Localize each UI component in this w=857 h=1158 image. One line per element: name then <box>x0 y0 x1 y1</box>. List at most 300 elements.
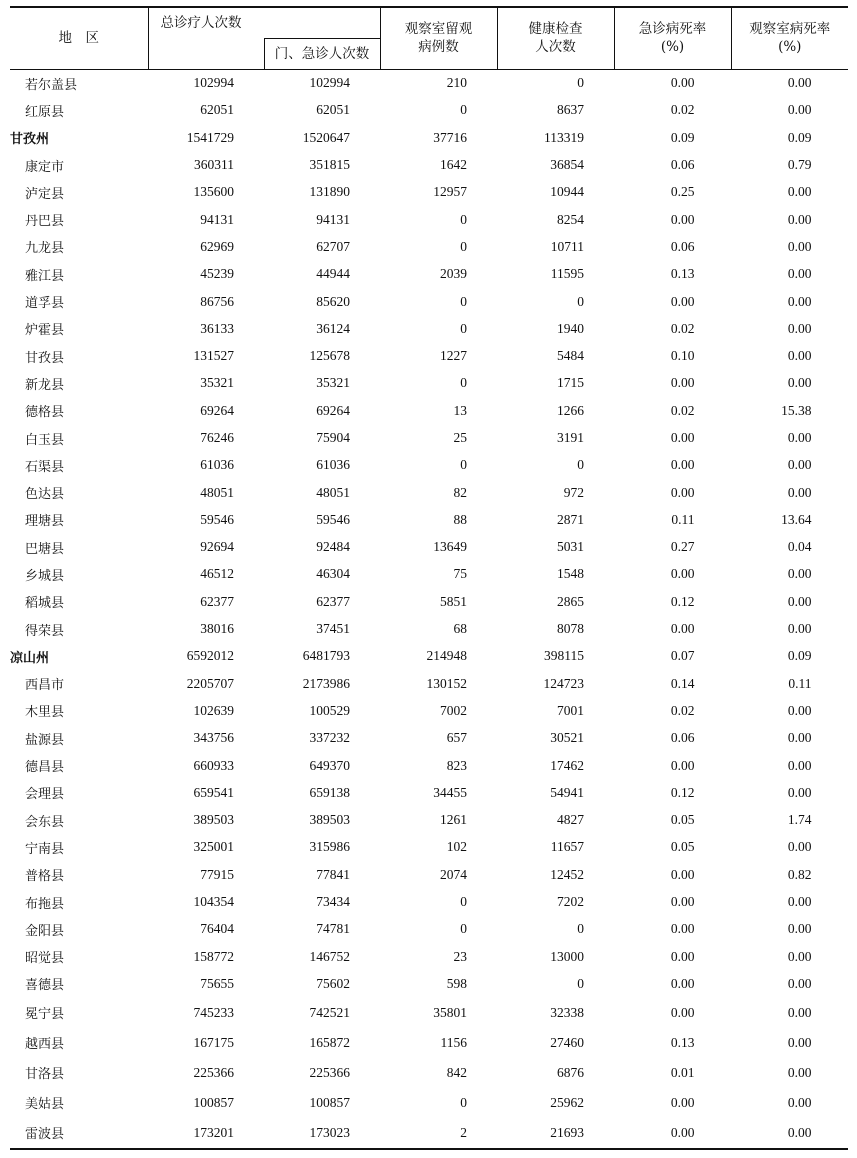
outpatient-cell: 173023 <box>264 1118 380 1149</box>
er-mortality-cell <box>614 861 731 888</box>
observation-cases-cell: 130152 <box>426 675 467 691</box>
region-cell: 新龙县 <box>25 377 65 393</box>
region-cell: 乡城县 <box>25 568 65 584</box>
header-spacer <box>148 38 264 69</box>
health-checks-cell: 21693 <box>497 1118 614 1149</box>
observation-mortality-cell-value: 0.00 <box>787 894 812 910</box>
health-checks-cell: 8078 <box>557 621 584 637</box>
table-row <box>10 779 848 806</box>
header-health-line1: 健康检查 <box>528 21 583 38</box>
region-cell: 美姑县 <box>25 1097 65 1113</box>
observation-mortality-cell-value: 0.00 <box>787 320 812 336</box>
observation-mortality-cell-value: 0.04 <box>787 539 812 555</box>
er-mortality-cell-value: 0.00 <box>670 375 695 391</box>
total-visits-cell: 76404 <box>200 921 234 937</box>
total-visits-cell: 94131 <box>200 211 234 227</box>
outpatient-cell: 61036 <box>316 457 350 473</box>
table-row <box>10 561 848 588</box>
table-row <box>10 1028 848 1058</box>
health-checks-cell: 12452 <box>550 866 584 882</box>
table-row <box>10 970 848 997</box>
er-mortality-cell-value: 0.13 <box>670 1034 695 1050</box>
region-cell: 雅江县 <box>25 268 65 284</box>
er-mortality-cell-value: 0.27 <box>670 539 695 555</box>
er-mortality-cell <box>614 479 731 506</box>
health-checks-cell: 10711 <box>550 238 584 254</box>
region-cell: 越西县 <box>25 1037 65 1053</box>
total-visits-cell: 158772 <box>193 948 234 964</box>
er-mortality-cell-value: 0.00 <box>670 566 695 582</box>
observation-mortality-cell-value: 0.00 <box>787 293 812 309</box>
observation-cases-cell: 23 <box>453 948 467 964</box>
outpatient-cell: 48051 <box>316 484 350 500</box>
observation-mortality-cell <box>731 452 848 479</box>
header-health-line2: 人次数 <box>535 39 576 56</box>
total-visits-cell: 225366 <box>193 1064 234 1080</box>
table-row <box>10 1118 848 1149</box>
er-mortality-cell-value: 0.00 <box>670 430 695 445</box>
observation-mortality-cell-value: 0.00 <box>787 921 812 937</box>
er-mortality-cell-value: 0.06 <box>670 730 695 746</box>
observation-mortality-cell-value: 0.00 <box>787 1124 812 1140</box>
observation-cases-cell: 2074 <box>440 866 467 882</box>
table-row <box>10 998 848 1028</box>
er-mortality-cell-value: 0.00 <box>670 211 695 227</box>
region-cell: 道孚县 <box>25 296 65 312</box>
total-visits-cell: 173201 <box>148 1118 264 1149</box>
outpatient-cell: 125678 <box>309 348 350 364</box>
observation-cases-cell: 0 <box>460 375 467 391</box>
health-checks-cell: 10944 <box>550 184 584 200</box>
observation-mortality-cell-value: 0.00 <box>787 566 812 582</box>
observation-mortality-cell <box>731 916 848 943</box>
observation-mortality-cell <box>731 615 848 642</box>
outpatient-cell: 85620 <box>316 293 350 309</box>
observation-mortality-cell-value: 0.00 <box>787 430 812 445</box>
table-row <box>10 1088 848 1118</box>
observation-mortality-cell-value: 0.00 <box>787 1064 812 1080</box>
total-visits-cell: 61036 <box>200 457 234 473</box>
er-mortality-cell <box>614 206 731 233</box>
health-checks-cell: 1940 <box>557 320 584 336</box>
total-visits-cell: 100857 <box>193 1094 234 1110</box>
observation-cases-cell: 0 <box>460 1094 467 1110</box>
er-mortality-cell <box>614 779 731 806</box>
observation-mortality-cell <box>731 233 848 260</box>
header-observation-line2: 病例数 <box>418 39 459 56</box>
observation-cases-cell: 88 <box>453 511 467 527</box>
health-checks-cell: 11657 <box>550 839 584 855</box>
observation-mortality-cell-value: 0.00 <box>787 1094 812 1110</box>
er-mortality-cell-value: 0.02 <box>670 320 695 336</box>
observation-mortality-cell <box>731 588 848 615</box>
region-cell: 若尔盖县 <box>25 77 78 93</box>
health-checks-cell: 7001 <box>557 702 584 718</box>
er-mortality-cell-value: 0.01 <box>670 1064 695 1080</box>
outpatient-cell: 69264 <box>316 402 350 418</box>
observation-mortality-cell <box>731 970 848 997</box>
header-emergency-mortality <box>614 7 731 69</box>
outpatient-cell: 1520647 <box>302 129 350 145</box>
outpatient-cell: 92484 <box>316 539 350 555</box>
total-visits-cell: 135600 <box>193 184 234 200</box>
observation-mortality-cell-value: 0.00 <box>787 484 812 500</box>
health-checks-cell: 5031 <box>557 539 584 555</box>
er-mortality-cell-value: 0.09 <box>670 129 695 145</box>
observation-cases-cell: 68 <box>453 621 467 637</box>
table-row <box>10 834 848 861</box>
region-cell: 雷波县 <box>10 1118 148 1149</box>
outpatient-cell: 742521 <box>309 1004 350 1020</box>
health-checks-cell: 11595 <box>550 266 584 282</box>
er-mortality-cell-value: 0.00 <box>670 866 695 882</box>
er-mortality-cell-value: 0.10 <box>670 348 695 364</box>
total-visits-cell: 45239 <box>200 266 234 282</box>
total-visits-cell: 167175 <box>193 1034 234 1050</box>
region-cell: 喜德县 <box>25 978 65 994</box>
total-visits-cell: 104354 <box>193 894 234 910</box>
table-row <box>10 288 848 315</box>
er-mortality-cell-value: 0.00 <box>670 1004 695 1020</box>
observation-cases-cell: 210 <box>446 75 467 91</box>
observation-mortality-cell-value: 0.00 <box>787 102 812 118</box>
observation-mortality-cell-value: 0.00 <box>787 593 812 609</box>
header-health-checks <box>497 7 614 69</box>
observation-cases-cell: 0 <box>460 293 467 309</box>
observation-mortality-cell-value: 0.09 <box>787 129 812 145</box>
observation-mortality-cell <box>731 807 848 834</box>
outpatient-cell: 75602 <box>316 975 350 991</box>
region-cell: 甘孜县 <box>25 350 65 366</box>
observation-mortality-cell-value: 0.09 <box>787 648 812 664</box>
observation-mortality-cell <box>731 97 848 124</box>
table-row <box>10 151 848 178</box>
er-mortality-cell <box>614 970 731 997</box>
total-visits-cell: 86756 <box>200 293 234 309</box>
observation-mortality-cell <box>731 1118 848 1149</box>
observation-mortality-cell-value: 0.00 <box>787 211 812 227</box>
er-mortality-cell <box>614 697 731 724</box>
outpatient-cell: 62377 <box>316 593 350 609</box>
observation-mortality-cell <box>731 506 848 533</box>
er-mortality-cell <box>614 725 731 752</box>
observation-mortality-cell <box>731 370 848 397</box>
er-mortality-cell-value: 0.00 <box>670 293 695 309</box>
observation-mortality-cell-value: 0.00 <box>787 948 812 964</box>
region-cell: 甘孜州 <box>10 132 50 148</box>
table-row <box>10 725 848 752</box>
total-visits-cell: 131527 <box>193 348 234 364</box>
observation-cases-cell: 5851 <box>440 593 467 609</box>
health-checks-cell: 124723 <box>543 675 584 691</box>
health-checks-cell: 30521 <box>550 730 584 746</box>
total-visits-cell: 660933 <box>193 757 234 773</box>
observation-mortality-cell <box>731 643 848 670</box>
outpatient-cell: 649370 <box>309 757 350 773</box>
header-observation-line1: 观察室留观 <box>404 21 473 38</box>
region-cell: 德昌县 <box>25 760 65 776</box>
table-row <box>10 861 848 888</box>
er-mortality-cell-value: 0.25 <box>670 184 695 200</box>
observation-mortality-cell <box>731 861 848 888</box>
total-visits-cell: 38016 <box>200 621 234 637</box>
outpatient-cell: 94131 <box>316 211 350 227</box>
region-cell: 白玉县 <box>25 432 65 448</box>
observation-cases-cell: 0 <box>460 921 467 937</box>
observation-cases-cell: 75 <box>453 566 467 582</box>
outpatient-cell: 44944 <box>316 266 350 282</box>
observation-mortality-cell <box>731 834 848 861</box>
er-mortality-cell-value: 0.00 <box>670 1094 695 1110</box>
er-mortality-cell <box>614 179 731 206</box>
table-row <box>10 179 848 206</box>
table-body <box>10 69 848 1149</box>
er-mortality-cell-value: 0.00 <box>670 484 695 500</box>
er-mortality-cell <box>614 643 731 670</box>
total-visits-cell: 59546 <box>200 511 234 527</box>
region-cell: 西昌市 <box>25 678 65 694</box>
observation-cases-cell: 0 <box>460 457 467 473</box>
header-obs-rate-line2: (%) <box>778 39 802 56</box>
er-mortality-cell-value: 0.00 <box>670 975 695 991</box>
er-mortality-cell-value: 0.06 <box>670 157 695 173</box>
total-visits-cell: 1541729 <box>186 129 234 145</box>
region-cell: 理塘县 <box>25 514 65 530</box>
observation-mortality-cell <box>731 315 848 342</box>
er-mortality-cell <box>614 151 731 178</box>
health-checks-cell: 36854 <box>550 157 584 173</box>
observation-mortality-cell-value: 0.00 <box>787 784 812 800</box>
table-row <box>10 397 848 424</box>
total-visits-cell: 69264 <box>200 402 234 418</box>
prefecture-row <box>10 124 848 151</box>
header-er-rate-line2: (%) <box>660 39 685 56</box>
header-obs-rate-line1: 观察室病死率 <box>749 21 831 38</box>
health-checks-cell: 17462 <box>550 757 584 773</box>
er-mortality-cell <box>614 452 731 479</box>
er-mortality-cell <box>614 998 731 1028</box>
total-visits-cell: 6592012 <box>186 648 234 664</box>
total-visits-cell: 325001 <box>193 839 234 855</box>
observation-mortality-cell-value: 0.00 <box>787 238 812 254</box>
observation-mortality-cell <box>731 206 848 233</box>
er-mortality-cell <box>614 615 731 642</box>
table-row <box>10 752 848 779</box>
er-mortality-cell <box>614 1028 731 1058</box>
health-statistics-table <box>10 6 848 1150</box>
health-checks-cell: 8254 <box>557 211 584 227</box>
outpatient-cell: 74781 <box>316 921 350 937</box>
observation-cases-cell: 35801 <box>433 1004 467 1020</box>
observation-mortality-cell <box>731 1058 848 1088</box>
health-checks-cell: 1548 <box>557 566 584 582</box>
er-mortality-cell-value: 0.12 <box>670 593 695 609</box>
outpatient-cell: 2173986 <box>302 675 350 691</box>
er-mortality-cell-value: 0.05 <box>670 839 695 855</box>
total-visits-cell: 76246 <box>200 430 234 445</box>
er-mortality-cell-value: 0.00 <box>670 75 695 91</box>
table-header <box>10 7 848 69</box>
health-checks-cell: 0 <box>577 921 584 937</box>
region-cell: 凉山州 <box>10 650 50 666</box>
observation-mortality-cell-value: 0.00 <box>787 457 812 473</box>
table-row <box>10 315 848 342</box>
observation-cases-cell: 13649 <box>433 539 467 555</box>
er-mortality-cell-value: 0.06 <box>670 238 695 254</box>
observation-mortality-cell-value: 0.00 <box>787 975 812 991</box>
observation-mortality-cell <box>731 561 848 588</box>
total-visits-cell: 102639 <box>193 702 234 718</box>
observation-mortality-cell <box>731 1028 848 1058</box>
observation-cases-cell: 13 <box>453 402 467 418</box>
table-row <box>10 69 848 97</box>
observation-mortality-cell-value: 0.00 <box>787 702 812 718</box>
observation-cases-cell: 0 <box>460 320 467 336</box>
observation-mortality-cell <box>731 261 848 288</box>
observation-mortality-cell-value: 0.00 <box>787 184 812 200</box>
outpatient-cell: 225366 <box>309 1064 350 1080</box>
er-mortality-cell <box>614 834 731 861</box>
outpatient-cell: 100529 <box>309 702 350 718</box>
observation-mortality-cell-value: 0.00 <box>787 730 812 746</box>
observation-mortality-cell <box>731 1088 848 1118</box>
er-mortality-cell <box>614 1118 731 1149</box>
er-mortality-cell <box>614 807 731 834</box>
observation-cases-cell: 657 <box>446 730 467 746</box>
table-row <box>10 916 848 943</box>
total-visits-cell: 46512 <box>200 566 234 582</box>
observation-cases-cell: 37716 <box>433 129 467 145</box>
table-row <box>10 233 848 260</box>
table-row <box>10 206 848 233</box>
observation-mortality-cell <box>731 69 848 97</box>
header-outpatient-emergency: 门、急诊人次数 <box>264 38 380 69</box>
region-cell: 九龙县 <box>25 241 65 257</box>
er-mortality-cell <box>614 342 731 369</box>
total-visits-cell: 77915 <box>200 866 234 882</box>
header-er-rate-line1: 急诊病死率 <box>638 21 707 38</box>
region-cell: 普格县 <box>25 869 65 885</box>
table-row <box>10 506 848 533</box>
health-checks-cell: 398115 <box>544 648 584 664</box>
observation-mortality-cell-value: 0.00 <box>787 1034 812 1050</box>
total-visits-cell: 62377 <box>200 593 234 609</box>
observation-mortality-cell <box>731 697 848 724</box>
er-mortality-cell <box>614 561 731 588</box>
health-checks-cell: 0 <box>577 75 584 91</box>
table-row <box>10 342 848 369</box>
outpatient-cell: 146752 <box>309 948 350 964</box>
observation-mortality-cell <box>731 534 848 561</box>
health-checks-cell: 113319 <box>544 129 584 145</box>
health-checks-cell: 13000 <box>550 948 584 964</box>
er-mortality-cell-value: 0.02 <box>670 702 695 718</box>
health-checks-cell: 5484 <box>557 348 584 364</box>
er-mortality-cell <box>614 670 731 697</box>
outpatient-cell: 73434 <box>316 894 350 910</box>
observation-cases-cell: 25 <box>453 430 467 445</box>
er-mortality-cell-value: 0.11 <box>671 511 695 527</box>
table-row <box>10 888 848 915</box>
er-mortality-cell <box>614 233 731 260</box>
er-mortality-cell <box>614 424 731 451</box>
er-mortality-cell <box>614 1058 731 1088</box>
outpatient-cell: 6481793 <box>302 648 350 664</box>
er-mortality-cell <box>614 370 731 397</box>
outpatient-cell: 100857 <box>309 1094 350 1110</box>
er-mortality-cell <box>614 261 731 288</box>
outpatient-cell: 337232 <box>309 730 350 746</box>
total-visits-cell: 389503 <box>193 812 234 828</box>
observation-mortality-cell <box>731 888 848 915</box>
health-checks-cell: 1715 <box>557 375 584 391</box>
outpatient-cell: 659138 <box>309 784 350 800</box>
outpatient-cell: 165872 <box>309 1034 350 1050</box>
outpatient-cell: 37451 <box>316 621 350 637</box>
observation-mortality-cell <box>731 424 848 451</box>
observation-mortality-cell-value: 0.00 <box>787 1004 812 1020</box>
header-region: 地 区 <box>10 7 148 69</box>
table-row <box>10 943 848 970</box>
observation-cases-cell: 1227 <box>440 348 467 364</box>
region-cell: 色达县 <box>25 487 65 503</box>
er-mortality-cell-value: 0.12 <box>670 784 695 800</box>
er-mortality-cell-value: 0.00 <box>670 921 695 937</box>
table-row <box>10 615 848 642</box>
region-cell: 德格县 <box>25 405 65 421</box>
health-checks-cell: 972 <box>563 484 584 500</box>
er-mortality-cell-value: 0.14 <box>670 675 695 691</box>
region-cell: 金阳县 <box>25 923 65 939</box>
health-checks-cell: 6876 <box>557 1064 584 1080</box>
observation-mortality-cell-value: 0.82 <box>787 866 812 882</box>
observation-mortality-cell-value: 0.00 <box>787 266 812 282</box>
er-mortality-cell <box>614 397 731 424</box>
table-row <box>10 370 848 397</box>
observation-mortality-cell <box>731 479 848 506</box>
er-mortality-cell <box>614 534 731 561</box>
er-mortality-cell <box>614 1088 731 1118</box>
observation-cases-cell: 82 <box>453 484 467 500</box>
outpatient-cell: 351815 <box>309 157 350 173</box>
observation-cases-cell: 842 <box>446 1064 467 1080</box>
health-checks-cell: 27460 <box>550 1034 584 1050</box>
observation-cases-cell: 598 <box>446 975 467 991</box>
observation-cases-cell: 1642 <box>440 157 467 173</box>
er-mortality-cell-value: 0.05 <box>670 812 695 828</box>
health-checks-cell: 2871 <box>557 511 584 527</box>
total-visits-cell: 36133 <box>200 320 234 336</box>
observation-mortality-cell <box>731 725 848 752</box>
health-checks-cell: 8637 <box>557 102 584 118</box>
er-mortality-cell <box>614 943 731 970</box>
observation-mortality-cell-value: 1.74 <box>787 812 812 828</box>
er-mortality-cell-value: 0.02 <box>670 402 695 418</box>
outpatient-cell: 75904 <box>316 430 350 445</box>
observation-mortality-cell-value: 15.38 <box>781 402 812 418</box>
outpatient-cell: 131890 <box>309 184 350 200</box>
observation-mortality-cell <box>731 397 848 424</box>
table-row <box>10 670 848 697</box>
health-checks-cell: 1266 <box>557 402 584 418</box>
observation-mortality-cell <box>731 752 848 779</box>
total-visits-cell: 92694 <box>200 539 234 555</box>
health-checks-cell: 54941 <box>550 784 584 800</box>
er-mortality-cell-value: 0.13 <box>670 266 695 282</box>
total-visits-cell: 745233 <box>193 1004 234 1020</box>
health-checks-cell: 25962 <box>550 1094 584 1110</box>
region-cell: 宁南县 <box>25 841 65 857</box>
